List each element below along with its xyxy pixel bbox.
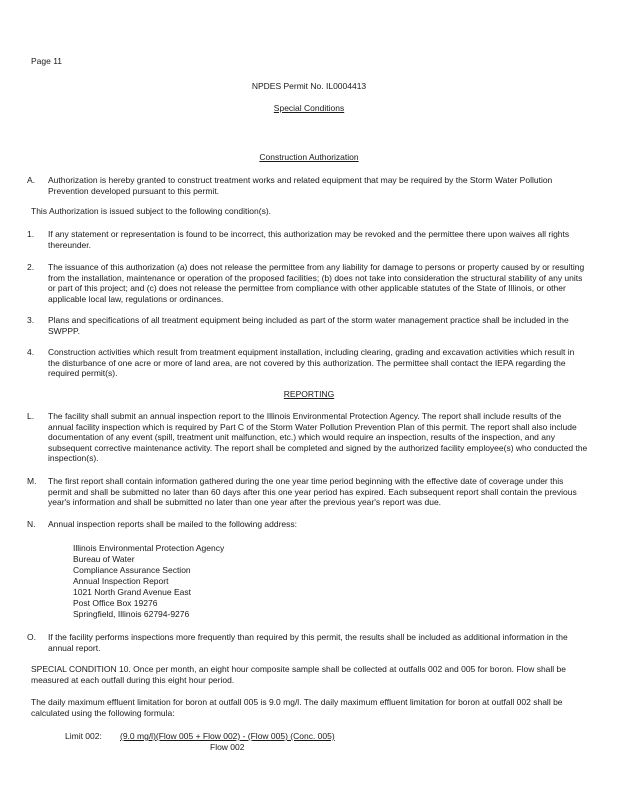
boron-limit-text: The daily maximum effluent limitation for boron at outfall 005 is 9.0 mg/l. The daily maximum effluent limitation for boron at outfall 002 shall be calculated using the following formula:: [31, 697, 563, 718]
condition-3-text: Plans and specifications of all treatment equipment being included as part of the storm water management practice shall be included in the SWPPP.: [48, 315, 569, 336]
address-line: Compliance Assurance Section: [73, 565, 191, 575]
address-line: Illinois Environmental Protection Agency: [73, 543, 225, 553]
item-l-marker: L.: [27, 411, 35, 421]
condition-4-marker: 4.: [27, 347, 35, 357]
condition-1-text: If any statement or representation is found to be incorrect, this authorization may be revoked and the permittee there upon waives all rights thereunder.: [48, 229, 570, 250]
special-condition-10: SPECIAL CONDITION 10. Once per month, an eight hour composite sample shall be collected at outfalls 002 and 005 for boron. Flow shall be measured at each outfall during this eight hour period.: [31, 664, 566, 685]
condition-1-marker: 1.: [27, 229, 35, 239]
item-m-marker: M.: [27, 476, 37, 486]
address-line: Bureau of Water: [73, 554, 135, 564]
construction-heading: Construction Authorization: [259, 152, 359, 162]
condition-4-text: Construction activities which result from treatment equipment installation, including clearing, grading and excavation activities which result in the disturbance of one acre or more of land area, are not covered by this authorization. The permittee shall contact the IEPA regarding the required permit(s).: [48, 347, 575, 378]
condition-2-text: The issuance of this authorization (a) does not release the permittee from any liability for damage to persons or property caused by or resulting from the installation, maintenance or operation of the proposed facilities; (b) does not take into consideration the structural stability of any units or part of this project; and (c) does not release the permittee from compliance with other applicable statutes of the State of Illinois, or other applicable local law, regulations or ordinances.: [48, 262, 585, 304]
formula-label: Limit 002:: [65, 731, 102, 741]
address-line: 1021 North Grand Avenue East: [73, 587, 191, 597]
permit-number: NPDES Permit No. IL0004413: [251, 81, 367, 91]
page-number: Page 11: [31, 56, 63, 66]
item-a-text: Authorization is hereby granted to construct treatment works and related equipment that may be required by the Storm Water Pollution Prevention developed pursuant to this permit.: [48, 175, 553, 196]
address-line: Annual Inspection Report: [73, 576, 169, 586]
conditions-intro: This Authorization is issued subject to the following condition(s).: [31, 206, 272, 216]
condition-3-marker: 3.: [27, 315, 35, 325]
special-conditions-title: Special Conditions: [273, 103, 345, 113]
formula-numerator: (9.0 mg/l)(Flow 005 + Flow 002) - (Flow 005) (Conc. 005): [120, 731, 335, 741]
condition-2-marker: 2.: [27, 262, 35, 272]
address-line: Post Office Box 19276: [73, 598, 158, 608]
item-a-marker: A.: [27, 175, 36, 185]
item-o-text: If the facility performs inspections more frequently than required by this permit, the results shall be included as additional information in the annual report.: [48, 632, 568, 653]
item-l-text: The facility shall submit an annual inspection report to the Illinois Environmental Protection Agency. The report shall include results of the annual facility inspection which is required by Part C of the Storm Water Pollution Prevention Plan of this permit. The report shall also include documentation of any event (spill, treatment unit malfunction, etc.) which would require an inspection, results of the inspection, and any subsequent corrective maintenance activity. The report shall be completed and signed by the authorized facility employee(s) who conducted the inspection(s).: [48, 411, 588, 463]
address-line: Springfield, Illinois 62794-9276: [73, 609, 190, 619]
item-n-marker: N.: [27, 519, 36, 529]
mailing-address: [73, 543, 224, 620]
item-o-marker: O.: [27, 632, 36, 642]
item-n-text: Annual inspection reports shall be mailed to the following address:: [48, 519, 298, 529]
formula-denominator: Flow 002: [210, 742, 245, 752]
item-m-text: The first report shall contain information gathered during the one year time period beginning with the effective date of coverage under this permit and shall be submitted no later than 60 days after this one year period has expired. Each subsequent report shall contain the previous year's information and shall be submitted no later than one year after the previous year's report was due.: [48, 476, 577, 507]
reporting-heading: REPORTING: [283, 389, 335, 399]
